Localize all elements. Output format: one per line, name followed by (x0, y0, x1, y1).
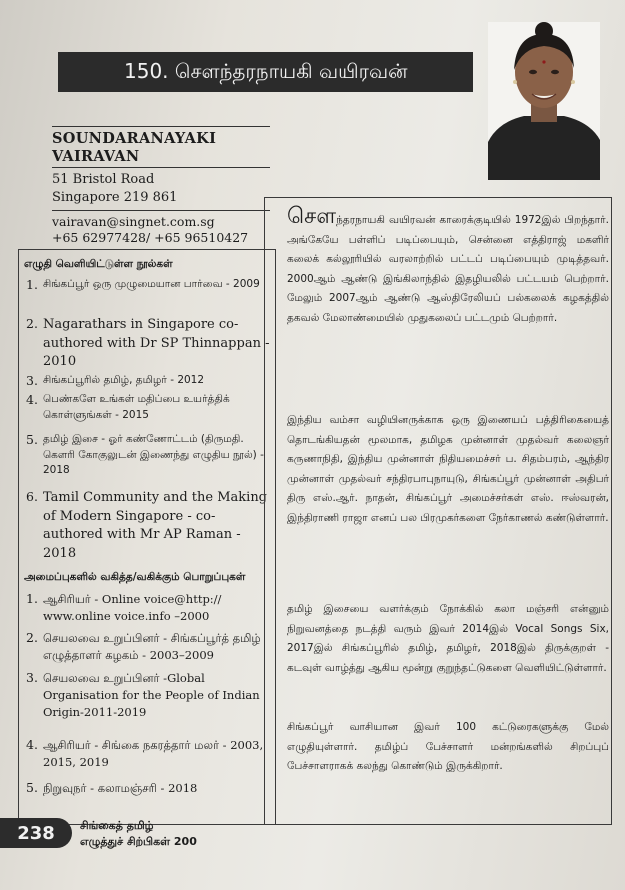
role-item-number: 3. (26, 670, 38, 685)
role-item-text: ஆசிரியர் - சிங்கை நகரத்தார் மலர் - 2003, 2015, 2019 (43, 738, 264, 769)
bio-paragraph-4: சிங்கப்பூர் வாசியான இவர் 100 கட்டுரைகளுக்கு மேல் எழுதியுள்ளார். தமிழ்ப் பேச்சாளர் மன்றங்களில் சிறப்புப் பேச்சாளராகக் கலந்து கொண்டும் இருக்கிறார். (287, 721, 609, 773)
book-item-number: 2. (26, 316, 38, 331)
bio-drop-letters: சௌ (287, 204, 337, 229)
book-item-text: பெண்களே உங்கள் மதிப்பை உயர்த்திக் கொள்ளுங்கள் - 2015 (43, 393, 230, 421)
divider (52, 210, 270, 211)
book-item-number: 5. (26, 432, 38, 447)
address-line1: 51 Bristol Road (52, 172, 155, 187)
book-item-text: சிங்கப்பூரில் தமிழ், தமிழர் - 2012 (43, 374, 205, 386)
author-name-block (52, 130, 216, 166)
phone-numbers: +65 62977428/ +65 96510427 (52, 230, 249, 245)
book-item-number: 6. (26, 489, 38, 504)
contact-block (52, 214, 248, 246)
role-item-number: 5. (26, 780, 38, 795)
entry-title: 150. சௌந்தரநாயகி வயிரவன் (124, 58, 408, 83)
role-item-number: 4. (26, 737, 38, 752)
divider (52, 167, 270, 168)
role-item-text: ஆசிரியர் - Online voice@http:// www.online voice.info –2000 (43, 592, 222, 623)
book-title-footer (80, 818, 197, 850)
roles-heading: அமைப்புகளில் வகித்த/வகிக்கும் பொறுப்புகள் (24, 571, 246, 583)
book-item-text: Tamil Community and the Making of Modern Singapore - co-authored with Mr AP Raman - 2018 (43, 490, 268, 561)
author-name-line2: VAIRAVAN (52, 148, 140, 165)
books-heading: எழுதி வெளியிட்டுள்ள நூல்கள் (24, 258, 173, 270)
page-number: 238 (0, 818, 72, 848)
bio-paragraph-2: இந்திய வம்சா வழியினருக்காக ஒரு இணையப் பத்திரிகையைத் தொடங்கியதன் மூலமாக, தமிழக முன்னாள் முதல்வர் கலைஞர் கருணாநிதி, இந்திய முன்னாள் நிதியமைச்சர் ப. சிதம்பரம், ஆந்திர முன்னாள் முதல்வர் சந்திரபாபுநாயுடு, சிங்கப்பூர் முன்னாள் அதிபர் திரு எஸ்.ஆர். நாதன், சிங்கப்பூர் அமைச்சர்கள் எஸ். ஈஸ்வரன், இந்திராணி ராஜா எனப் பல பிரமுகர்களை நேர்காணல் கண்டுள்ளார். (287, 414, 609, 524)
book-item-text: Nagarathars in Singapore co-authored with Dr SP Thinnappan - 2010 (43, 317, 270, 369)
role-item-text: செயலவை உறுப்பினர் - சிங்கப்பூர்த் தமிழ் எழுத்தாளர் கழகம் - 2003–2009 (43, 631, 261, 662)
book-title-line2: எழுத்துச் சிற்பிகள் 200 (80, 835, 197, 848)
book-title-line1: சிங்கைத் தமிழ் (80, 819, 154, 832)
book-item-text: தமிழ் இசை - ஓர் கண்ணோட்டம் (திருமதி. கௌரி கோகுலுடன் இணைந்து எழுதிய நூல்) - 2018 (43, 433, 264, 476)
entry-title-banner (58, 52, 473, 92)
book-item-number: 3. (26, 373, 38, 388)
role-item-text: செயலவை உறுப்பினர் -Global Organisation for the People of Indian Origin-2011-2019 (43, 671, 260, 719)
book-item-number: 4. (26, 392, 38, 407)
divider (52, 126, 270, 127)
role-item-number: 1. (26, 591, 38, 606)
email-address: vairavan@singnet.com.sg (52, 214, 215, 229)
book-item-number: 1. (26, 277, 38, 292)
bio-paragraph-3: தமிழ் இசையை வளர்க்கும் நோக்கில் கலா மஞ்சரி என்னும் நிறுவனத்தை நடத்தி வரும் இவர் 2014இல் Vocal Songs Six, 2017இல் சிங்கப்பூரில் தமிழ், தமிழர், 2018இல் திருக்குறள் - கடவுள் வாழ்த்து ஆகிய மூன்று குறுந்தட்டுகளை வெளியிட்டுள்ளார். (287, 603, 609, 674)
bio-paragraph-1 (287, 204, 609, 329)
role-item-number: 2. (26, 630, 38, 645)
address-line2: Singapore 219 861 (52, 190, 178, 205)
book-item-text: சிங்கப்பூர் ஒரு முழுமையான பார்வை - 2009 (43, 278, 260, 290)
role-item-text: நிறுவுநர் - கலாமஞ்சரி - 2018 (43, 781, 198, 795)
bio-paragraph-1-text: ந்தரநாயகி வயிரவன் காரைக்குடியில் 1972இல் பிறந்தார். அங்கேயே பள்ளிப் படிப்பையும், சென்னை எத்திராஜ் மகளிர் கலைக் கல்லூரியில் வரலாற்றில் பட்டப் படிப்பையும் முடித்தவர். 2000ஆம் ஆண்டு இங்கிலாந்தில் இதழியலில் பட்டயம் பெற்றார். மேலும் 2007ஆம் ஆண்டு ஆஸ்திரேலியப் பல்கலைக் கழகத்தில் தகவல் மேலாண்மையில் முதுகலைப் பட்டமும் பெற்றார். (287, 214, 609, 324)
address-block (52, 171, 177, 207)
author-portrait (488, 22, 600, 180)
author-name-line1: SOUNDARANAYAKI (52, 130, 217, 147)
